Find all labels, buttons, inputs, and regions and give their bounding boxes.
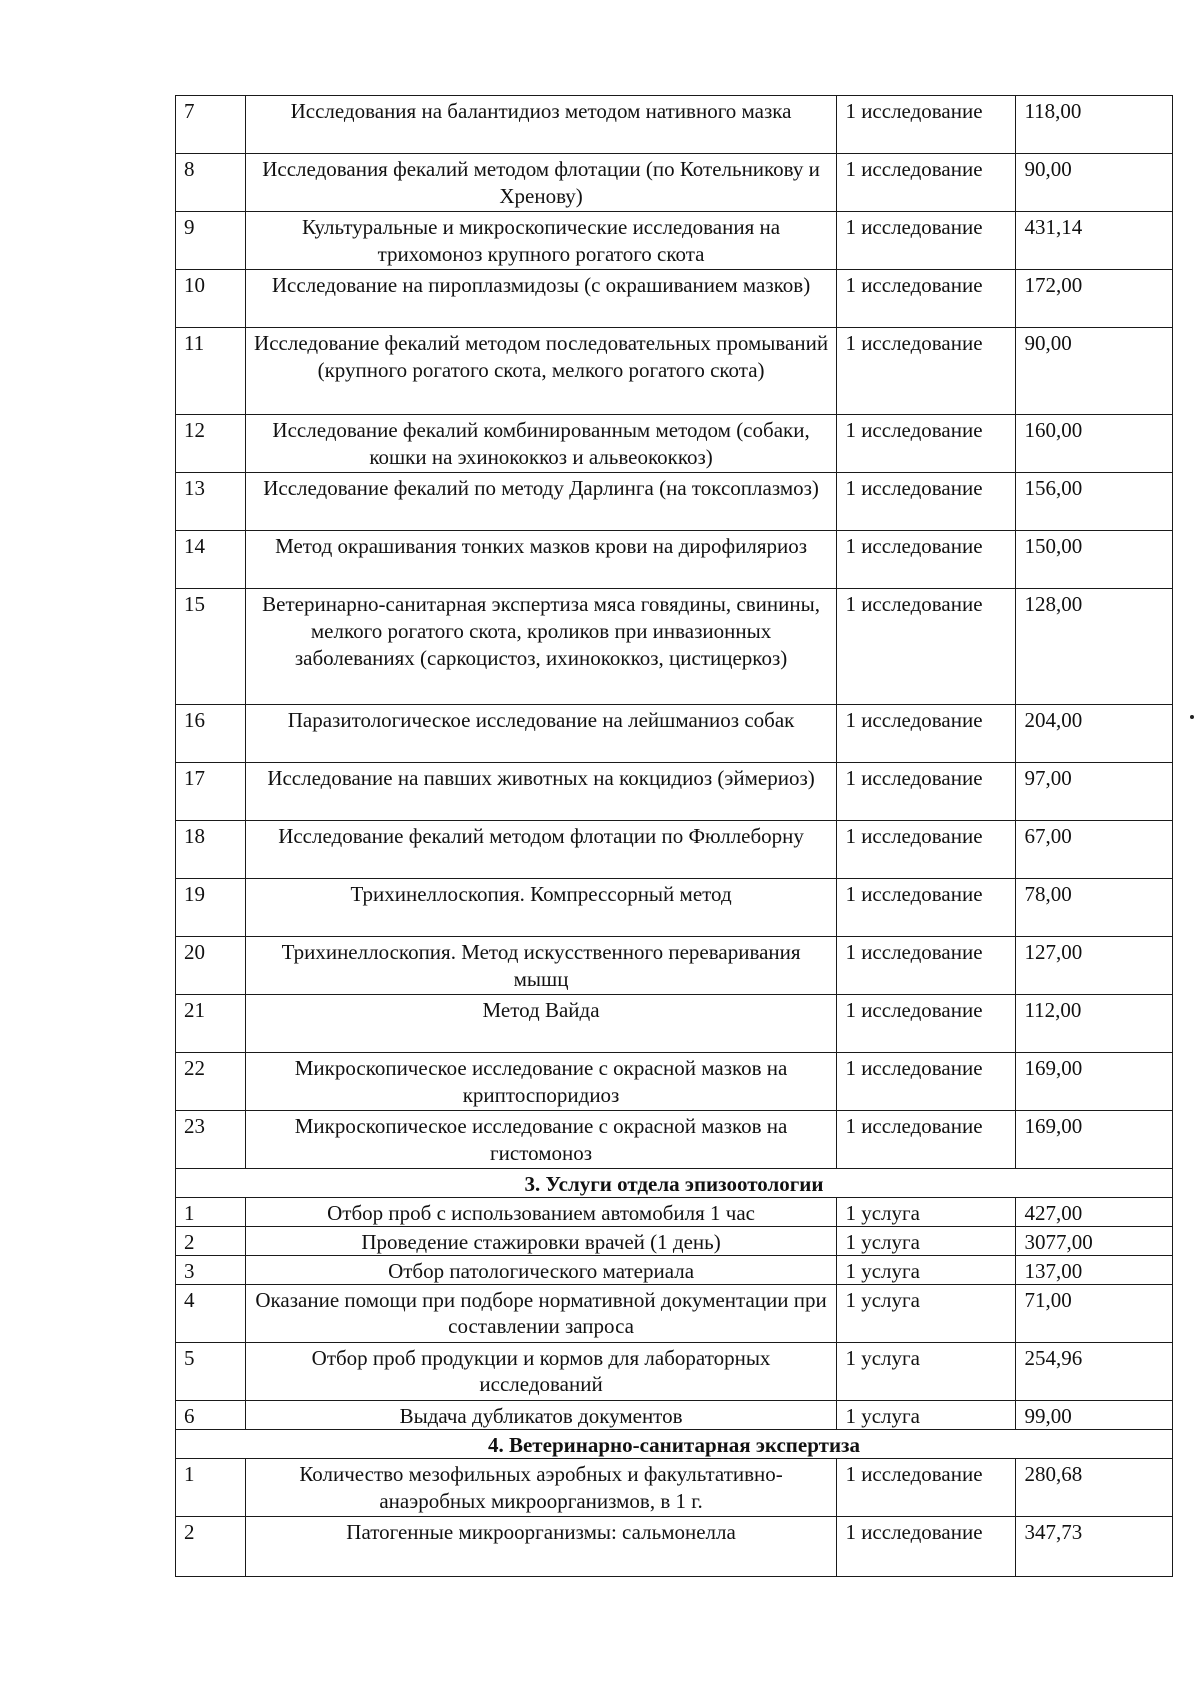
price-value: 71,00 bbox=[1016, 1285, 1173, 1343]
table-row bbox=[176, 821, 1173, 879]
unit-of-measure: 1 исследование bbox=[837, 415, 1016, 473]
row-number: 1 bbox=[176, 1198, 246, 1227]
service-name: Метод Вайда bbox=[245, 995, 837, 1053]
row-number: 14 bbox=[176, 531, 246, 589]
table-row bbox=[176, 1401, 1173, 1430]
section-4-header bbox=[176, 1430, 1173, 1459]
price-value: 127,00 bbox=[1016, 937, 1173, 995]
service-name: Проведение стажировки врачей (1 день) bbox=[245, 1227, 837, 1256]
service-name: Исследования на балантидиоз методом нативного мазка bbox=[245, 96, 837, 154]
table-row bbox=[176, 473, 1173, 531]
table-row bbox=[176, 1053, 1173, 1111]
price-value: 90,00 bbox=[1016, 154, 1173, 212]
table-row bbox=[176, 879, 1173, 937]
row-number: 16 bbox=[176, 705, 246, 763]
row-number: 4 bbox=[176, 1285, 246, 1343]
price-value: 280,68 bbox=[1016, 1459, 1173, 1517]
service-name: Метод окрашивания тонких мазков крови на дирофиляриоз bbox=[245, 531, 837, 589]
row-number: 1 bbox=[176, 1459, 246, 1517]
price-value: 118,00 bbox=[1016, 96, 1173, 154]
unit-of-measure: 1 исследование bbox=[837, 270, 1016, 328]
unit-of-measure: 1 исследование bbox=[837, 705, 1016, 763]
price-value: 160,00 bbox=[1016, 415, 1173, 473]
service-name: Паразитологическое исследование на лейшманиоз собак bbox=[245, 705, 837, 763]
table-row bbox=[176, 763, 1173, 821]
table-row bbox=[176, 1517, 1173, 1577]
unit-of-measure: 1 услуга bbox=[837, 1343, 1016, 1401]
unit-of-measure: 1 исследование bbox=[837, 1459, 1016, 1517]
row-number: 5 bbox=[176, 1343, 246, 1401]
row-number: 22 bbox=[176, 1053, 246, 1111]
section-3-header bbox=[176, 1169, 1173, 1198]
table-row bbox=[176, 270, 1173, 328]
table-row bbox=[176, 589, 1173, 705]
service-name: Исследование на павших животных на кокцидиоз (эймериоз) bbox=[245, 763, 837, 821]
row-number: 10 bbox=[176, 270, 246, 328]
price-value: 150,00 bbox=[1016, 531, 1173, 589]
price-value: 169,00 bbox=[1016, 1053, 1173, 1111]
table-row bbox=[176, 1198, 1173, 1227]
table-row bbox=[176, 1227, 1173, 1256]
price-value: 156,00 bbox=[1016, 473, 1173, 531]
row-number: 19 bbox=[176, 879, 246, 937]
price-value: 347,73 bbox=[1016, 1517, 1173, 1577]
table-row bbox=[176, 1256, 1173, 1285]
section-title: 3. Услуги отдела эпизоотологии bbox=[176, 1169, 1173, 1198]
table-row bbox=[176, 1343, 1173, 1401]
service-name: Микроскопическое исследование с окрасной мазков на гистомоноз bbox=[245, 1111, 837, 1169]
service-name: Культуральные и микроскопические исследования на трихомоноз крупного рогатого скота bbox=[245, 212, 837, 270]
table-row bbox=[176, 937, 1173, 995]
service-name: Оказание помощи при подборе нормативной документации при составлении запроса bbox=[245, 1285, 837, 1343]
price-value: 431,14 bbox=[1016, 212, 1173, 270]
table-row bbox=[176, 1459, 1173, 1517]
row-number: 20 bbox=[176, 937, 246, 995]
row-number: 2 bbox=[176, 1227, 246, 1256]
unit-of-measure: 1 услуга bbox=[837, 1227, 1016, 1256]
unit-of-measure: 1 исследование bbox=[837, 473, 1016, 531]
service-name: Ветеринарно-санитарная экспертиза мяса говядины, свинины, мелкого рогатого скота, кроликов при инвазионных заболеваниях (саркоцистоз, ихинококкоз, цистицеркоз) bbox=[245, 589, 837, 705]
margin-dot bbox=[1190, 715, 1194, 719]
service-name: Отбор патологического материала bbox=[245, 1256, 837, 1285]
price-value: 67,00 bbox=[1016, 821, 1173, 879]
service-name: Трихинеллоскопия. Метод искусственного переваривания мышц bbox=[245, 937, 837, 995]
row-number: 3 bbox=[176, 1256, 246, 1285]
price-value: 90,00 bbox=[1016, 328, 1173, 415]
service-name: Трихинеллоскопия. Компрессорный метод bbox=[245, 879, 837, 937]
table-row bbox=[176, 1285, 1173, 1343]
price-value: 99,00 bbox=[1016, 1401, 1173, 1430]
row-number: 2 bbox=[176, 1517, 246, 1577]
row-number: 23 bbox=[176, 1111, 246, 1169]
service-name: Отбор проб продукции и кормов для лабораторных исследований bbox=[245, 1343, 837, 1401]
unit-of-measure: 1 услуга bbox=[837, 1401, 1016, 1430]
row-number: 9 bbox=[176, 212, 246, 270]
price-value: 3077,00 bbox=[1016, 1227, 1173, 1256]
table-row bbox=[176, 415, 1173, 473]
service-name: Исследование фекалий методом флотации по Фюллеборну bbox=[245, 821, 837, 879]
table-row bbox=[176, 995, 1173, 1053]
unit-of-measure: 1 исследование bbox=[837, 1053, 1016, 1111]
row-number: 15 bbox=[176, 589, 246, 705]
service-name: Микроскопическое исследование с окрасной мазков на криптоспоридиоз bbox=[245, 1053, 837, 1111]
service-name: Патогенные микроорганизмы: сальмонелла bbox=[245, 1517, 837, 1577]
price-table-body bbox=[176, 96, 1173, 1577]
unit-of-measure: 1 исследование bbox=[837, 995, 1016, 1053]
price-value: 172,00 bbox=[1016, 270, 1173, 328]
unit-of-measure: 1 услуга bbox=[837, 1285, 1016, 1343]
service-name: Выдача дубликатов документов bbox=[245, 1401, 837, 1430]
price-value: 169,00 bbox=[1016, 1111, 1173, 1169]
unit-of-measure: 1 исследование bbox=[837, 531, 1016, 589]
price-value: 427,00 bbox=[1016, 1198, 1173, 1227]
price-value: 254,96 bbox=[1016, 1343, 1173, 1401]
price-value: 128,00 bbox=[1016, 589, 1173, 705]
price-value: 97,00 bbox=[1016, 763, 1173, 821]
unit-of-measure: 1 исследование bbox=[837, 212, 1016, 270]
unit-of-measure: 1 исследование bbox=[837, 763, 1016, 821]
unit-of-measure: 1 исследование bbox=[837, 1517, 1016, 1577]
section-title: 4. Ветеринарно-санитарная экспертиза bbox=[176, 1430, 1173, 1459]
unit-of-measure: 1 исследование bbox=[837, 1111, 1016, 1169]
service-name: Исследование на пироплазмидозы (с окрашиванием мазков) bbox=[245, 270, 837, 328]
row-number: 7 bbox=[176, 96, 246, 154]
price-value: 112,00 bbox=[1016, 995, 1173, 1053]
service-name: Исследования фекалий методом флотации (по Котельникову и Хренову) bbox=[245, 154, 837, 212]
price-value: 78,00 bbox=[1016, 879, 1173, 937]
row-number: 13 bbox=[176, 473, 246, 531]
unit-of-measure: 1 исследование bbox=[837, 328, 1016, 415]
service-name: Отбор проб с использованием автомобиля 1 час bbox=[245, 1198, 837, 1227]
table-row bbox=[176, 328, 1173, 415]
row-number: 6 bbox=[176, 1401, 246, 1430]
unit-of-measure: 1 исследование bbox=[837, 96, 1016, 154]
unit-of-measure: 1 исследование bbox=[837, 589, 1016, 705]
unit-of-measure: 1 исследование bbox=[837, 879, 1016, 937]
row-number: 21 bbox=[176, 995, 246, 1053]
row-number: 18 bbox=[176, 821, 246, 879]
table-row bbox=[176, 705, 1173, 763]
price-value: 137,00 bbox=[1016, 1256, 1173, 1285]
row-number: 17 bbox=[176, 763, 246, 821]
unit-of-measure: 1 услуга bbox=[837, 1256, 1016, 1285]
unit-of-measure: 1 исследование bbox=[837, 937, 1016, 995]
price-table bbox=[175, 95, 1173, 1577]
service-name: Исследование фекалий по методу Дарлинга (на токсоплазмоз) bbox=[245, 473, 837, 531]
unit-of-measure: 1 исследование bbox=[837, 821, 1016, 879]
price-value: 204,00 bbox=[1016, 705, 1173, 763]
table-row bbox=[176, 96, 1173, 154]
row-number: 8 bbox=[176, 154, 246, 212]
service-name: Исследование фекалий комбинированным методом (собаки, кошки на эхинококкоз и альвеококкоз) bbox=[245, 415, 837, 473]
row-number: 11 bbox=[176, 328, 246, 415]
table-row bbox=[176, 154, 1173, 212]
unit-of-measure: 1 услуга bbox=[837, 1198, 1016, 1227]
service-name: Исследование фекалий методом последовательных промываний (крупного рогатого скота, мелкого рогатого скота) bbox=[245, 328, 837, 415]
table-row bbox=[176, 212, 1173, 270]
table-row bbox=[176, 1111, 1173, 1169]
table-row bbox=[176, 531, 1173, 589]
row-number: 12 bbox=[176, 415, 246, 473]
service-name: Количество мезофильных аэробных и факультативно-анаэробных микроорганизмов, в 1 г. bbox=[245, 1459, 837, 1517]
unit-of-measure: 1 исследование bbox=[837, 154, 1016, 212]
